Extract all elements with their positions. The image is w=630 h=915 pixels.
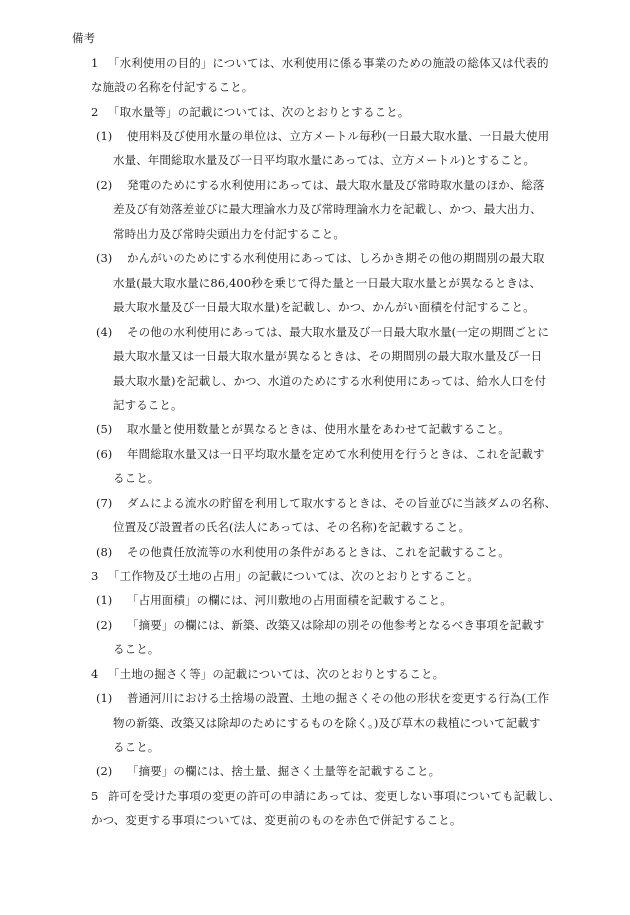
item-3-sub-2-line-2: ること。 <box>113 642 160 656</box>
item-2-sub-4-line-1: その他の水利使用にあっては、最大取水量及び一日最大取水量(一定の期間ごとに <box>127 325 550 339</box>
item-2-sub-5-number: (5) <box>96 422 113 436</box>
item-2-sub-4-number: (4) <box>96 325 113 339</box>
item-2-sub-7-number: (7) <box>96 496 113 510</box>
item-2-sub-4-line-4: 記すること。 <box>113 398 183 412</box>
item-1-line-2: な施設の名称を付記すること。 <box>91 80 254 94</box>
item-2-sub-7-line-1: ダムによる流水の貯留を利用して取水するときは、その旨並びに当該ダムの名称、 <box>127 496 557 510</box>
item-2-sub-6-line-2: ること。 <box>113 471 160 485</box>
item-5-line-1: 許可を受けた事項の変更の許可の申請にあっては、変更しない事項についても記載し、 <box>108 789 561 803</box>
item-2-sub-3-line-2: 水量(最大取水量に86,400秒を乗じて得た量と一日最大取水量とが異なるときは、 <box>113 276 542 290</box>
item-2-sub-1-number: (1) <box>96 129 113 143</box>
item-3-number: 3 <box>91 569 99 583</box>
item-4-number: 4 <box>91 667 99 681</box>
item-2-sub-2-line-3: 常時出力及び常時尖頭出力を付記すること。 <box>113 227 345 241</box>
item-2-line-1: 「取水量等」の記載については、次のとおりとすること。 <box>108 105 410 119</box>
item-2-sub-3-number: (3) <box>96 251 113 265</box>
item-2-sub-5-line-1: 取水量と使用数量とが異なるときは、使用水量をあわせて記載すること。 <box>127 422 510 436</box>
item-4-sub-1-line-2: 物の新築、改築又は除却のためにするものを除く。)及び草木の栽植について記載す <box>113 716 541 730</box>
item-4-sub-2-line-1: 「摘要」の欄には、捨土量、掘さく土量等を記載すること。 <box>127 764 441 778</box>
item-2-sub-2-line-1: 発電のためにする水利使用にあっては、最大取水量及び常時取水量のほか、総落 <box>127 178 545 192</box>
item-1-number: 1 <box>91 56 99 70</box>
item-5-line-2: かつ、変更する事項については、変更前のものを赤色で併記すること。 <box>91 813 462 827</box>
item-3-sub-1-number: (1) <box>96 593 113 607</box>
item-1-line-1: 「水利使用の目的」については、水利使用に係る事業のための施設の総体又は代表的 <box>108 56 549 70</box>
item-4-sub-1-line-1: 普通河川における土捨場の設置、土地の掘さくその他の形状を変更する行為(工作 <box>127 691 550 705</box>
item-2-sub-2-number: (2) <box>96 178 113 192</box>
item-2-sub-8-number: (8) <box>96 545 113 559</box>
item-5-number: 5 <box>91 789 99 803</box>
item-2-sub-1-line-2: 水量、年間総取水量及び一日平均取水量にあっては、立方メートル)とすること。 <box>113 153 536 167</box>
item-4-sub-2-number: (2) <box>96 764 113 778</box>
item-2-number: 2 <box>91 105 99 119</box>
item-2-sub-3-line-3: 最大取水量及び一日最大取水量)を記載し、かつ、かんがい面積を付記すること。 <box>113 300 535 314</box>
item-2-sub-1-line-1: 使用料及び使用水量の単位は、立方メートル毎秒(一日最大取水量、一日最大使用 <box>127 129 550 143</box>
item-2-sub-3-line-1: かんがいのためにする水利使用にあっては、しろかき期その他の期間別の最大取 <box>127 251 545 265</box>
notes-heading: 備考 <box>72 31 96 45</box>
item-4-sub-1-line-3: ること。 <box>113 740 160 754</box>
item-2-sub-6-number: (6) <box>96 447 113 461</box>
item-4-line-1: 「土地の掘さく等」の記載については、次のとおりとすること。 <box>108 667 445 681</box>
item-2-sub-4-line-2: 最大取水量又は一日最大取水量が異なるときは、その期間別の最大取水量及び一日 <box>113 349 543 363</box>
item-2-sub-4-line-3: 最大取水量)を記載し、かつ、水道のためにする水利使用にあっては、給水人口を付 <box>113 374 547 388</box>
item-3-sub-2-number: (2) <box>96 618 113 632</box>
item-2-sub-7-line-2: 位置及び設置者の氏名(法人にあっては、その名称)を記載すること。 <box>113 520 471 534</box>
item-2-sub-2-line-2: 差及び有効落差並びに最大理論水力及び常時理論水力を記載し、かつ、最大出力、 <box>113 202 542 216</box>
item-3-sub-1-line-1: 「占用面積」の欄には、河川敷地の占用面積を記載すること。 <box>127 593 452 607</box>
item-3-line-1: 「工作物及び土地の占用」の記載については、次のとおりとすること。 <box>108 569 479 583</box>
item-2-sub-8-line-1: その他責任放流等の水利使用の条件があるときは、これを記載すること。 <box>127 545 510 559</box>
item-3-sub-2-line-1: 「摘要」の欄には、新築、改築又は除却の別その他参考となるべき事項を記載す <box>127 618 545 632</box>
item-2-sub-6-line-1: 年間総取水量又は一日平均取水量を定めて水利使用を行うときは、これを記載す <box>127 447 545 461</box>
item-4-sub-1-number: (1) <box>96 691 113 705</box>
